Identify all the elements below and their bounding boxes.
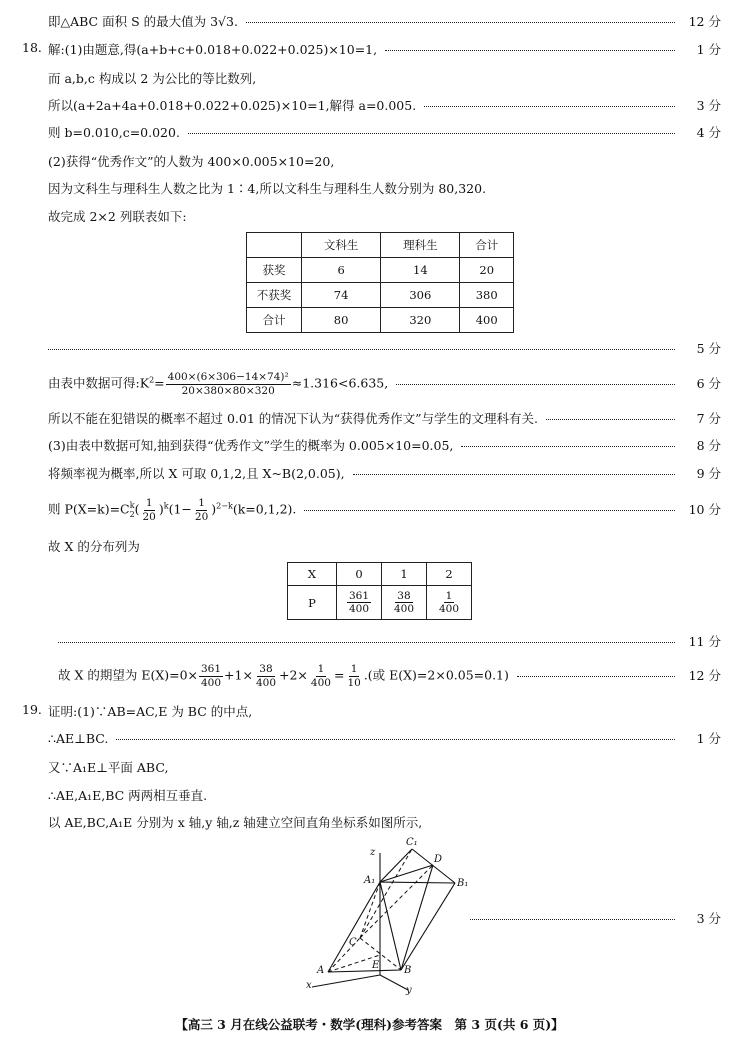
y-axis xyxy=(380,975,408,990)
question-number: 18. xyxy=(22,40,42,55)
answer-line xyxy=(48,464,721,482)
score: 5 分 xyxy=(696,341,721,356)
fraction xyxy=(166,372,291,396)
formula-text: ≈1.316<6.635, xyxy=(291,375,389,391)
formula-text: = xyxy=(333,667,345,683)
formula-sub: 2 xyxy=(129,510,135,519)
k-squared-formula xyxy=(48,372,388,396)
score: 12 分 xyxy=(688,667,721,683)
edge-A1B xyxy=(380,882,401,970)
answer-line xyxy=(48,371,721,397)
fraction-numerator: 38 xyxy=(259,663,273,675)
line-text: 以 AE,BC,A₁E 分别为 x 轴,y 轴,z 轴建立空间直角坐标系如图所示, xyxy=(48,815,423,830)
table-row xyxy=(247,283,514,308)
label-C1: C₁ xyxy=(406,837,418,848)
line-text: 所以不能在犯错误的概率不超过 0.01 的情况下认为“获得优秀作文”与学生的文理科有关. xyxy=(48,411,539,426)
label-E: E xyxy=(372,960,380,971)
answer-line xyxy=(58,632,721,650)
line-text: 则 b=0.010,c=0.020. xyxy=(48,125,180,140)
score: 1 分 xyxy=(696,42,721,57)
dot-leader xyxy=(353,474,675,475)
label-z: z xyxy=(370,847,376,858)
table-row xyxy=(247,258,514,283)
question-number: 19. xyxy=(22,702,42,717)
fraction xyxy=(345,664,362,688)
answer-line xyxy=(48,12,721,30)
formula-sup: k xyxy=(163,501,169,511)
answer-line xyxy=(48,339,721,357)
formula-sup: 2−k xyxy=(216,501,233,511)
formula-text: 故 X 的期望为 E(X)=0× xyxy=(58,667,198,683)
label-y: y xyxy=(406,985,412,995)
score: 6 分 xyxy=(696,375,721,391)
edge-A1C xyxy=(360,882,380,938)
formula-text: .(或 E(X)=2×0.05=0.1) xyxy=(363,667,509,683)
score: 8 分 xyxy=(696,438,721,453)
fraction-numerator: 1 xyxy=(317,663,325,675)
answer-line xyxy=(48,498,721,522)
formula-text: (1− xyxy=(168,501,192,517)
answer-line xyxy=(470,909,721,927)
table-cell: 306 xyxy=(381,283,460,308)
line-text: 将频率视为概率,所以 X 可取 0,1,2,且 X~B(2,0.05), xyxy=(48,466,345,481)
formula-text: (k=0,1,2). xyxy=(232,501,297,517)
table-cell: 获奖 xyxy=(247,258,302,283)
answer-line xyxy=(48,96,721,114)
dot-leader xyxy=(461,446,675,447)
line-text: 因为文科生与理科生人数之比为 1∶4,所以文科生与理科生人数分别为 80,320. xyxy=(48,181,487,196)
fraction xyxy=(254,664,278,688)
line-text: (3)由表中数据可知,抽到获得“优秀作文”学生的概率为 0.005×10=0.05, xyxy=(48,438,454,453)
table-cell: 80 xyxy=(302,308,381,333)
fraction-denominator: 20 xyxy=(194,510,209,523)
fraction-numerator: 38 xyxy=(397,589,411,602)
answer-line xyxy=(48,40,721,58)
answer-line xyxy=(58,664,721,688)
score: 3 分 xyxy=(696,98,721,113)
fraction xyxy=(392,591,416,615)
fraction-numerator: 400×(6×306−14×74)² xyxy=(167,371,289,383)
dot-leader xyxy=(396,384,675,385)
label-B1: B₁ xyxy=(457,878,469,889)
dot-leader xyxy=(246,22,675,23)
dot-leader xyxy=(517,676,675,677)
label-B: B xyxy=(404,965,412,976)
table-cell xyxy=(382,586,427,620)
formula-text: ) xyxy=(211,501,217,517)
table-cell xyxy=(337,586,382,620)
fraction-numerator: 1 xyxy=(350,663,358,675)
fraction xyxy=(193,498,210,522)
table-cell: 320 xyxy=(381,308,460,333)
table-cell xyxy=(427,586,472,620)
table-cell: 合计 xyxy=(247,308,302,333)
table-header-cell: 1 xyxy=(382,563,427,586)
edge-CC1 xyxy=(360,849,412,938)
line-text: 证明:(1)∵AB=AC,E 为 BC 的中点, xyxy=(48,704,253,719)
line-text: 故 X 的分布列为 xyxy=(48,539,140,554)
fraction-numerator: 361 xyxy=(348,589,370,602)
fraction xyxy=(199,664,223,688)
line-text: 而 a,b,c 构成以 2 为公比的等比数列, xyxy=(48,71,257,86)
label-C: C xyxy=(349,937,357,948)
dot-leader xyxy=(424,106,675,107)
table-cell: P xyxy=(288,586,337,620)
fraction-denominator: 400 xyxy=(348,603,370,615)
fraction xyxy=(309,664,333,688)
score: 10 分 xyxy=(688,501,721,517)
fraction-denominator: 20×380×80×320 xyxy=(181,384,275,397)
binomial-formula xyxy=(48,498,296,522)
formula-sup: 2 xyxy=(149,375,155,385)
fraction xyxy=(140,498,157,522)
fraction-denominator: 400 xyxy=(310,676,331,689)
line-text: 即△ABC 面积 S 的最大值为 3√3. xyxy=(48,14,238,29)
formula-text: ( xyxy=(134,501,140,517)
formula-sup: k xyxy=(129,501,135,511)
table-row xyxy=(288,586,472,620)
edge-AB xyxy=(328,970,401,972)
dot-leader xyxy=(116,739,675,740)
score: 9 分 xyxy=(696,466,721,481)
dot-leader xyxy=(188,133,675,134)
line-text: ∴AE⊥BC. xyxy=(48,731,109,746)
label-A: A xyxy=(317,965,325,976)
fraction-denominator: 10 xyxy=(347,676,361,689)
line-text: (2)获得“优秀作文”的人数为 400×0.005×10=20, xyxy=(48,154,335,169)
prism-diagram xyxy=(300,835,480,995)
dot-leader xyxy=(58,642,675,643)
fraction-numerator: 1 xyxy=(445,589,453,602)
fraction xyxy=(347,591,371,615)
formula-text: +2× xyxy=(279,667,308,683)
fraction-numerator: 1 xyxy=(145,497,153,509)
formula-text: 则 P(X=k)=C xyxy=(48,501,130,517)
score: 12 分 xyxy=(688,14,721,29)
answer-line xyxy=(48,729,721,747)
formula-text: +1× xyxy=(224,667,253,683)
table-cell: 380 xyxy=(460,283,514,308)
score: 4 分 xyxy=(696,125,721,140)
expectation-formula xyxy=(58,664,509,688)
table-header-cell: 文科生 xyxy=(302,233,381,258)
score: 3 分 xyxy=(696,911,721,926)
dot-leader xyxy=(385,50,675,51)
fraction-denominator: 400 xyxy=(438,603,460,615)
score: 11 分 xyxy=(688,634,721,649)
label-x: x xyxy=(306,980,312,991)
edge-AA1 xyxy=(328,882,380,972)
fraction-numerator: 1 xyxy=(198,497,205,509)
table-header-cell: 合计 xyxy=(460,233,514,258)
fraction-denominator: 400 xyxy=(255,676,276,689)
line-text: 又∵A₁E⊥平面 ABC, xyxy=(48,760,169,775)
table-header-cell: X xyxy=(288,563,337,586)
table-cell: 74 xyxy=(302,283,381,308)
contingency-table xyxy=(246,232,514,333)
line-text: 故完成 2×2 列联表如下: xyxy=(48,209,187,224)
score: 7 分 xyxy=(696,411,721,426)
line-text: 所以(a+2a+4a+0.018+0.022+0.025)×10=1,解得 a=0.005. xyxy=(48,98,417,113)
fraction-denominator: 400 xyxy=(393,603,415,615)
edge-A1B1 xyxy=(380,882,455,883)
fraction-numerator: 361 xyxy=(201,663,222,675)
label-D: D xyxy=(434,854,443,865)
table-header-cell: 2 xyxy=(427,563,472,586)
table-cell: 14 xyxy=(381,258,460,283)
edge-BB1 xyxy=(401,883,455,970)
label-A1: A₁ xyxy=(364,875,376,886)
table-header-cell xyxy=(247,233,302,258)
fraction-denominator: 20 xyxy=(142,510,156,523)
score: 1 分 xyxy=(696,731,721,746)
answer-line xyxy=(48,123,721,141)
table-row xyxy=(247,308,514,333)
dot-leader xyxy=(546,419,675,420)
formula-text: ) xyxy=(158,501,164,517)
dot-leader xyxy=(304,510,675,511)
answer-line xyxy=(48,436,721,454)
page-footer: 【高三 3 月在线公益联考・数学(理科)参考答案 第 3 页(共 6 页)】 xyxy=(175,1017,564,1032)
table-cell: 400 xyxy=(460,308,514,333)
distribution-table xyxy=(287,562,472,620)
line-text: ∴AE,A₁E,BC 两两相互垂直. xyxy=(48,788,208,803)
table-cell: 20 xyxy=(460,258,514,283)
answer-line xyxy=(48,409,721,427)
formula-text: 由表中数据可得:K xyxy=(48,375,150,391)
table-header-cell: 0 xyxy=(337,563,382,586)
dot-leader xyxy=(470,919,675,920)
x-axis xyxy=(312,975,380,987)
formula-text: = xyxy=(154,375,165,391)
table-cell: 6 xyxy=(302,258,381,283)
line-text: 解:(1)由题意,得(a+b+c+0.018+0.022+0.025)×10=1, xyxy=(48,42,378,57)
fraction-denominator: 400 xyxy=(201,676,222,689)
table-header-cell: 理科生 xyxy=(381,233,460,258)
table-cell: 不获奖 xyxy=(247,283,302,308)
dot-leader xyxy=(48,349,675,350)
fraction xyxy=(437,591,461,615)
